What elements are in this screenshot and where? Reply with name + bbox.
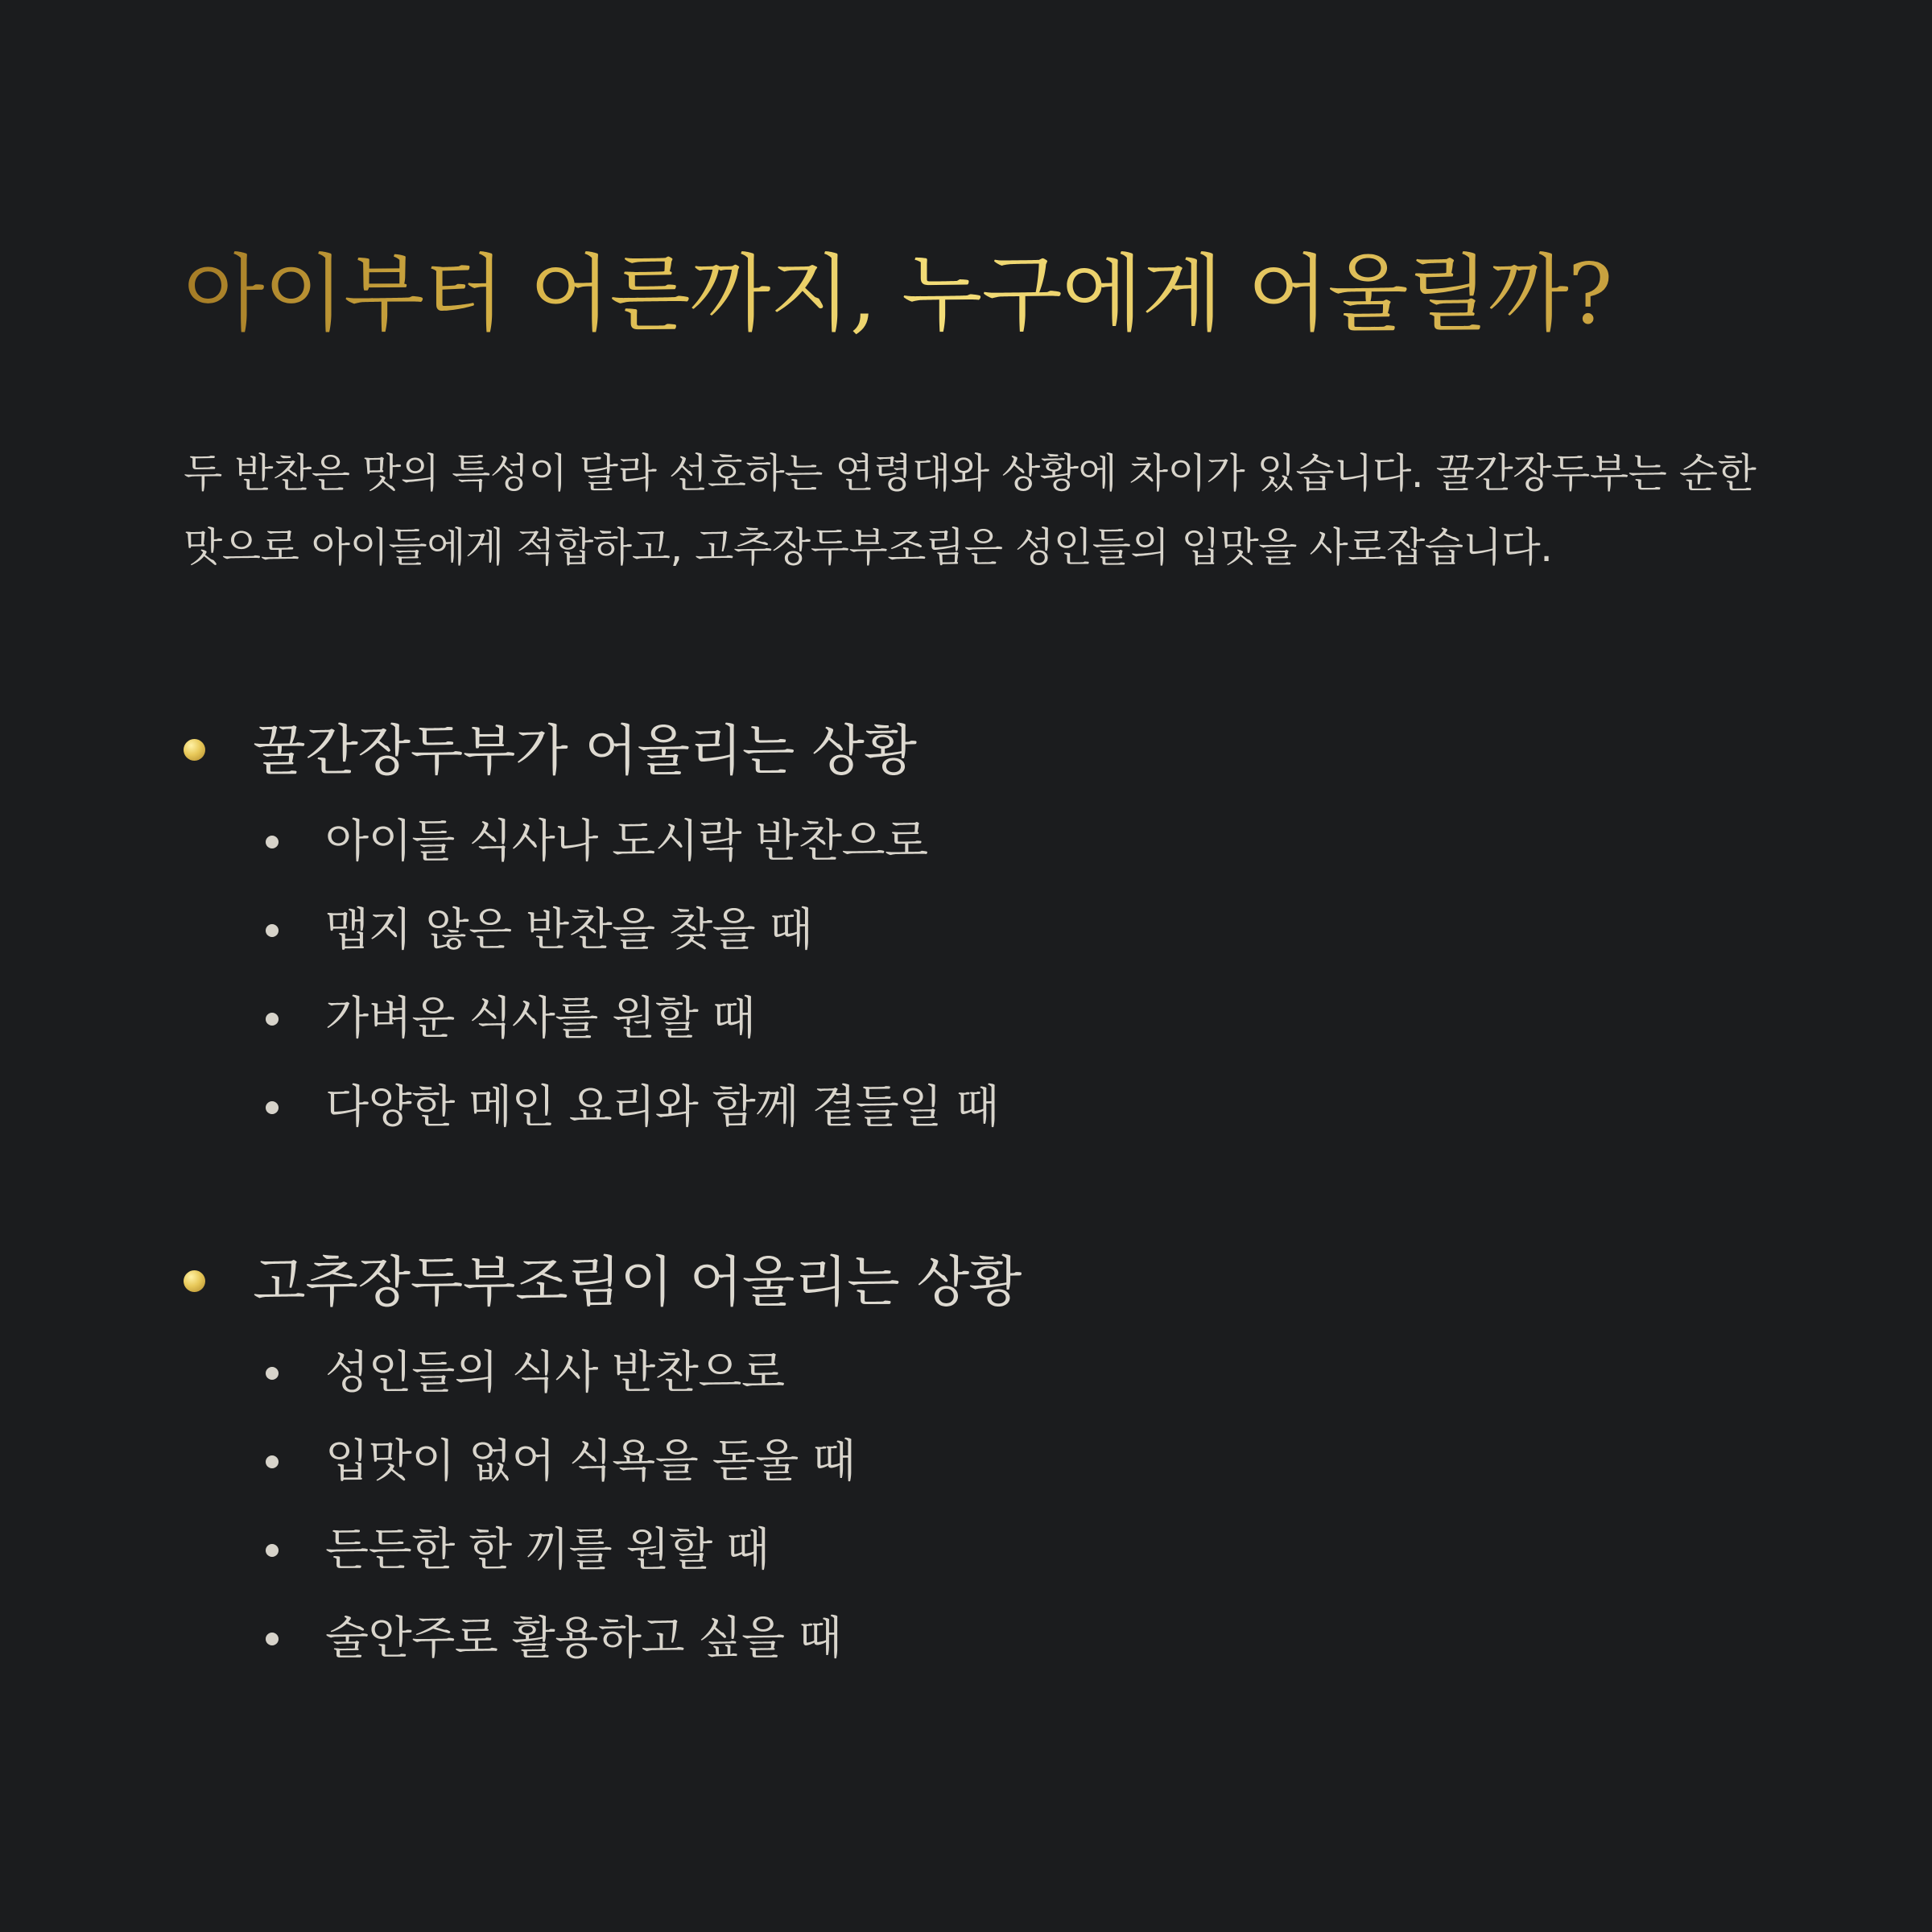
list-item <box>184 1509 1761 1597</box>
list-item-text: 맵지 않은 반찬을 찾을 때 <box>325 904 813 956</box>
list-item-text: 다양한 메인 요리와 함께 곁들일 때 <box>325 1081 999 1133</box>
list-item <box>184 1420 1761 1509</box>
gold-bullet-icon <box>184 739 205 761</box>
bullet-icon <box>266 1544 279 1557</box>
bullet-icon <box>266 836 279 848</box>
group-label: 꿀간장두부가 어울리는 상황 <box>253 720 917 783</box>
bullet-icon <box>266 924 279 937</box>
group-heading <box>184 712 1761 792</box>
list-item-text: 입맛이 없어 식욕을 돋울 때 <box>325 1435 856 1488</box>
list-item <box>184 1066 1761 1154</box>
situation-group-gochujang-tofu <box>184 1243 1761 1686</box>
bullet-icon <box>266 1455 279 1468</box>
bullet-icon <box>266 1013 279 1026</box>
intro-paragraph: 두 반찬은 맛의 특성이 달라 선호하는 연령대와 상황에 차이가 있습니다. 꿀간장두부는 순한 맛으로 아이들에게 적합하고, 고추장두부조림은 성인들의 입맛을 사로잡습니다. <box>184 450 1757 571</box>
situation-list <box>184 1331 1761 1686</box>
group-label: 고추장두부조림이 어울리는 상황 <box>253 1251 1022 1315</box>
bullet-icon <box>266 1101 279 1114</box>
list-item <box>184 977 1761 1066</box>
list-item-text: 든든한 한 끼를 원할 때 <box>325 1524 770 1576</box>
list-item-text: 아이들 식사나 도시락 반찬으로 <box>325 815 928 868</box>
list-item <box>184 1597 1761 1686</box>
group-heading <box>184 1243 1761 1323</box>
slide <box>184 233 1761 1665</box>
page-title: 아이부터 어른까지, 누구에게 어울릴까? <box>184 233 1761 354</box>
list-item <box>184 1331 1761 1420</box>
situation-list <box>184 800 1761 1154</box>
list-item <box>184 800 1761 889</box>
list-item-text: 성인들의 식사 반찬으로 <box>325 1347 785 1399</box>
list-item-text: 가벼운 식사를 원할 때 <box>325 993 756 1045</box>
bullet-icon <box>266 1633 279 1645</box>
situation-group-honey-soy-tofu <box>184 712 1761 1154</box>
list-item-text: 술안주로 활용하고 싶을 때 <box>325 1612 842 1665</box>
gold-bullet-icon <box>184 1270 205 1292</box>
bullet-icon <box>266 1367 279 1380</box>
list-item <box>184 889 1761 977</box>
